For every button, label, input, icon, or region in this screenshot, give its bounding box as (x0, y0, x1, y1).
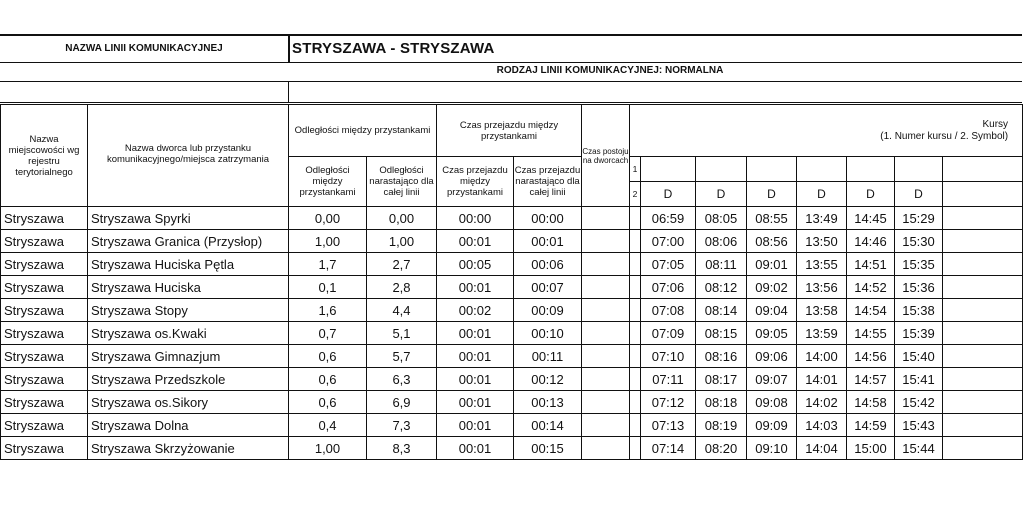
departure-time-cell: 08:11 (696, 253, 747, 276)
departure-time-cell: 07:13 (641, 414, 696, 437)
row-spacer-cell (630, 345, 641, 368)
course-number-cell (895, 157, 943, 182)
course-number-cell (696, 157, 747, 182)
departure-empty-cell (943, 322, 1023, 345)
stop-time-cell (582, 276, 630, 299)
departure-time-cell: 08:15 (696, 322, 747, 345)
locality-cell: Stryszawa (1, 253, 88, 276)
distance-cell: 1,6 (289, 299, 367, 322)
distance-cell: 0,6 (289, 368, 367, 391)
blank-header-row (0, 82, 1022, 103)
departure-time-cell: 15:39 (895, 322, 943, 345)
row-spacer-cell (630, 322, 641, 345)
time-cumulative-cell: 00:07 (514, 276, 582, 299)
departure-empty-cell (943, 230, 1023, 253)
departure-time-cell: 15:44 (895, 437, 943, 460)
distance-between-header: Odległości między przystankami (289, 157, 367, 207)
stop-time-column-header: Czas postoju na dworcach (582, 105, 630, 207)
table-row (1, 207, 1023, 230)
table-row (1, 276, 1023, 299)
course-number-cell (641, 157, 696, 182)
distance-cumulative-cell: 2,8 (367, 276, 437, 299)
time-cumulative-cell: 00:00 (514, 207, 582, 230)
time-cumulative-cell: 00:11 (514, 345, 582, 368)
departure-time-cell: 08:12 (696, 276, 747, 299)
stop-name-cell: Stryszawa Stopy (88, 299, 289, 322)
locality-cell: Stryszawa (1, 299, 88, 322)
distance-cumulative-header: Odległości narastająco dla całej linii (367, 157, 437, 207)
distance-cumulative-cell: 2,7 (367, 253, 437, 276)
departure-time-cell: 07:11 (641, 368, 696, 391)
distance-cell: 1,7 (289, 253, 367, 276)
distance-cell: 0,7 (289, 322, 367, 345)
row-spacer-cell (630, 368, 641, 391)
locality-cell: Stryszawa (1, 437, 88, 460)
departure-time-cell: 13:58 (797, 299, 847, 322)
departure-time-cell: 09:10 (747, 437, 797, 460)
departure-empty-cell (943, 414, 1023, 437)
departure-time-cell: 13:59 (797, 322, 847, 345)
departure-time-cell: 08:14 (696, 299, 747, 322)
departure-time-cell: 14:45 (847, 207, 895, 230)
departure-time-cell: 13:50 (797, 230, 847, 253)
departure-time-cell: 14:57 (847, 368, 895, 391)
departure-time-cell: 14:58 (847, 391, 895, 414)
departure-time-cell: 08:20 (696, 437, 747, 460)
departure-time-cell: 15:35 (895, 253, 943, 276)
time-cell: 00:01 (437, 414, 514, 437)
departure-time-cell: 13:49 (797, 207, 847, 230)
stop-name-cell: Stryszawa Skrzyżowanie (88, 437, 289, 460)
row-spacer-cell (630, 437, 641, 460)
time-cumulative-cell: 00:13 (514, 391, 582, 414)
courses-title: Kursy (982, 118, 1009, 130)
departure-time-cell: 14:03 (797, 414, 847, 437)
distance-cell: 0,1 (289, 276, 367, 299)
timetable (0, 104, 1023, 460)
departure-empty-cell (943, 299, 1023, 322)
stop-time-cell (582, 391, 630, 414)
departure-time-cell: 08:55 (747, 207, 797, 230)
time-cell: 00:01 (437, 345, 514, 368)
stop-column-header: Nazwa dworca lub przystanku komunikacyjnego/miejsca zatrzymania (88, 105, 289, 207)
time-cumulative-header: Czas przejazdu narastająco dla całej linii (514, 157, 582, 207)
stop-name-cell: Stryszawa os.Sikory (88, 391, 289, 414)
course-symbol-row-label: 2 (630, 182, 641, 207)
locality-cell: Stryszawa (1, 276, 88, 299)
departure-time-cell: 08:17 (696, 368, 747, 391)
line-name-row (0, 34, 1022, 63)
courses-header (630, 105, 1023, 157)
departure-time-cell: 07:10 (641, 345, 696, 368)
departure-time-cell: 08:56 (747, 230, 797, 253)
departure-empty-cell (943, 207, 1023, 230)
stop-time-cell (582, 414, 630, 437)
departure-time-cell: 14:02 (797, 391, 847, 414)
departure-empty-cell (943, 368, 1023, 391)
departure-time-cell: 09:05 (747, 322, 797, 345)
departure-empty-cell (943, 345, 1023, 368)
stop-name-cell: Stryszawa Przedszkole (88, 368, 289, 391)
distance-cumulative-cell: 6,3 (367, 368, 437, 391)
time-cell: 00:01 (437, 437, 514, 460)
line-type-label: RODZAJ LINII KOMUNIKACYJNEJ: NORMALNA (496, 65, 724, 76)
table-row (1, 414, 1023, 437)
departure-time-cell: 15:40 (895, 345, 943, 368)
departure-time-cell: 08:19 (696, 414, 747, 437)
line-name-value: STRYSZAWA - STRYSZAWA (292, 40, 495, 57)
stop-name-cell: Stryszawa Spyrki (88, 207, 289, 230)
stop-time-cell (582, 322, 630, 345)
course-number-cell (747, 157, 797, 182)
departure-time-cell: 15:00 (847, 437, 895, 460)
course-number-cell (847, 157, 895, 182)
time-cumulative-cell: 00:10 (514, 322, 582, 345)
departure-time-cell: 14:01 (797, 368, 847, 391)
departure-time-cell: 14:59 (847, 414, 895, 437)
course-number-row-label: 1 (630, 157, 641, 182)
distance-cumulative-cell: 1,00 (367, 230, 437, 253)
departure-time-cell: 09:08 (747, 391, 797, 414)
locality-column-header: Nazwa miejscowości wg rejestru terytorialnego (1, 105, 88, 207)
departure-time-cell: 14:52 (847, 276, 895, 299)
locality-cell: Stryszawa (1, 345, 88, 368)
course-symbol: D (747, 182, 797, 207)
time-cumulative-cell: 00:06 (514, 253, 582, 276)
departure-time-cell: 15:42 (895, 391, 943, 414)
courses-note: (1. Numer kursu / 2. Symbol) (880, 130, 1009, 142)
departure-time-cell: 13:56 (797, 276, 847, 299)
table-row (1, 299, 1023, 322)
departure-time-cell: 09:02 (747, 276, 797, 299)
departure-time-cell: 15:38 (895, 299, 943, 322)
table-row (1, 368, 1023, 391)
locality-cell: Stryszawa (1, 368, 88, 391)
stop-name-cell: Stryszawa Dolna (88, 414, 289, 437)
stop-name-cell: Stryszawa Huciska Pętla (88, 253, 289, 276)
stop-time-cell (582, 299, 630, 322)
table-row (1, 253, 1023, 276)
departure-time-cell: 08:18 (696, 391, 747, 414)
time-cumulative-cell: 00:15 (514, 437, 582, 460)
departure-time-cell: 09:04 (747, 299, 797, 322)
table-row (1, 391, 1023, 414)
departure-time-cell: 15:41 (895, 368, 943, 391)
table-row (1, 345, 1023, 368)
row-spacer-cell (630, 230, 641, 253)
departure-time-cell: 06:59 (641, 207, 696, 230)
time-between-header: Czas przejazdu między przystankami (437, 157, 514, 207)
departure-time-cell: 07:08 (641, 299, 696, 322)
course-number-cell (943, 157, 1023, 182)
stop-name-cell: Stryszawa Granica (Przysłop) (88, 230, 289, 253)
time-cell: 00:02 (437, 299, 514, 322)
line-type-row (0, 61, 1022, 82)
distance-cell: 0,6 (289, 345, 367, 368)
departure-time-cell: 14:55 (847, 322, 895, 345)
course-symbol: D (847, 182, 895, 207)
departure-time-cell: 07:12 (641, 391, 696, 414)
distance-cell: 1,00 (289, 437, 367, 460)
departure-time-cell: 14:51 (847, 253, 895, 276)
departure-time-cell: 09:01 (747, 253, 797, 276)
time-cell: 00:01 (437, 368, 514, 391)
stop-time-cell (582, 253, 630, 276)
time-cumulative-cell: 00:12 (514, 368, 582, 391)
departure-time-cell: 14:56 (847, 345, 895, 368)
row-spacer-cell (630, 391, 641, 414)
distance-cell: 0,4 (289, 414, 367, 437)
time-cell: 00:05 (437, 253, 514, 276)
departure-time-cell: 07:09 (641, 322, 696, 345)
time-cell: 00:01 (437, 391, 514, 414)
row-spacer-cell (630, 207, 641, 230)
distance-cumulative-cell: 0,00 (367, 207, 437, 230)
distance-cumulative-cell: 4,4 (367, 299, 437, 322)
time-cumulative-cell: 00:14 (514, 414, 582, 437)
course-symbol: D (696, 182, 747, 207)
table-row (1, 322, 1023, 345)
departure-time-cell: 07:05 (641, 253, 696, 276)
departure-time-cell: 13:55 (797, 253, 847, 276)
departure-time-cell: 14:54 (847, 299, 895, 322)
distance-cumulative-cell: 7,3 (367, 414, 437, 437)
departure-time-cell: 07:00 (641, 230, 696, 253)
distance-group-header: Odległości między przystankami (289, 105, 437, 157)
distance-cumulative-cell: 8,3 (367, 437, 437, 460)
course-symbol: D (895, 182, 943, 207)
time-cumulative-cell: 00:01 (514, 230, 582, 253)
stop-name-cell: Stryszawa Huciska (88, 276, 289, 299)
departure-time-cell: 08:05 (696, 207, 747, 230)
departure-time-cell: 15:43 (895, 414, 943, 437)
stop-time-cell (582, 345, 630, 368)
course-symbol-empty (943, 182, 1023, 207)
departure-time-cell: 07:14 (641, 437, 696, 460)
stop-name-cell: Stryszawa os.Kwaki (88, 322, 289, 345)
time-cumulative-cell: 00:09 (514, 299, 582, 322)
departure-time-cell: 14:46 (847, 230, 895, 253)
stop-time-cell (582, 437, 630, 460)
time-cell: 00:01 (437, 276, 514, 299)
departure-time-cell: 08:06 (696, 230, 747, 253)
stop-name-cell: Stryszawa Gimnazjum (88, 345, 289, 368)
distance-cumulative-cell: 6,9 (367, 391, 437, 414)
departure-time-cell: 14:00 (797, 345, 847, 368)
departure-time-cell: 14:04 (797, 437, 847, 460)
distance-cell: 0,6 (289, 391, 367, 414)
course-symbol: D (641, 182, 696, 207)
time-cell: 00:01 (437, 322, 514, 345)
departure-time-cell: 07:06 (641, 276, 696, 299)
locality-cell: Stryszawa (1, 391, 88, 414)
course-number-cell (797, 157, 847, 182)
column-divider (288, 82, 289, 102)
departure-empty-cell (943, 391, 1023, 414)
distance-cumulative-cell: 5,1 (367, 322, 437, 345)
departure-empty-cell (943, 276, 1023, 299)
table-row (1, 230, 1023, 253)
row-spacer-cell (630, 253, 641, 276)
row-spacer-cell (630, 276, 641, 299)
course-symbol: D (797, 182, 847, 207)
departure-time-cell: 09:07 (747, 368, 797, 391)
table-row (1, 437, 1023, 460)
stop-time-cell (582, 368, 630, 391)
departure-time-cell: 09:06 (747, 345, 797, 368)
timetable-body (1, 207, 1023, 460)
departure-empty-cell (943, 437, 1023, 460)
locality-cell: Stryszawa (1, 207, 88, 230)
distance-cell: 0,00 (289, 207, 367, 230)
departure-time-cell: 08:16 (696, 345, 747, 368)
time-cell: 00:01 (437, 230, 514, 253)
distance-cumulative-cell: 5,7 (367, 345, 437, 368)
departure-time-cell: 15:29 (895, 207, 943, 230)
locality-cell: Stryszawa (1, 322, 88, 345)
departure-empty-cell (943, 253, 1023, 276)
departure-time-cell: 15:36 (895, 276, 943, 299)
distance-cell: 1,00 (289, 230, 367, 253)
stop-time-cell (582, 207, 630, 230)
time-cell: 00:00 (437, 207, 514, 230)
time-group-header: Czas przejazdu między przystankami (437, 105, 582, 157)
departure-time-cell: 09:09 (747, 414, 797, 437)
line-name-label: NAZWA LINII KOMUNIKACYJNEJ (0, 36, 290, 62)
locality-cell: Stryszawa (1, 414, 88, 437)
stop-time-cell (582, 230, 630, 253)
row-spacer-cell (630, 414, 641, 437)
row-spacer-cell (630, 299, 641, 322)
departure-time-cell: 15:30 (895, 230, 943, 253)
locality-cell: Stryszawa (1, 230, 88, 253)
